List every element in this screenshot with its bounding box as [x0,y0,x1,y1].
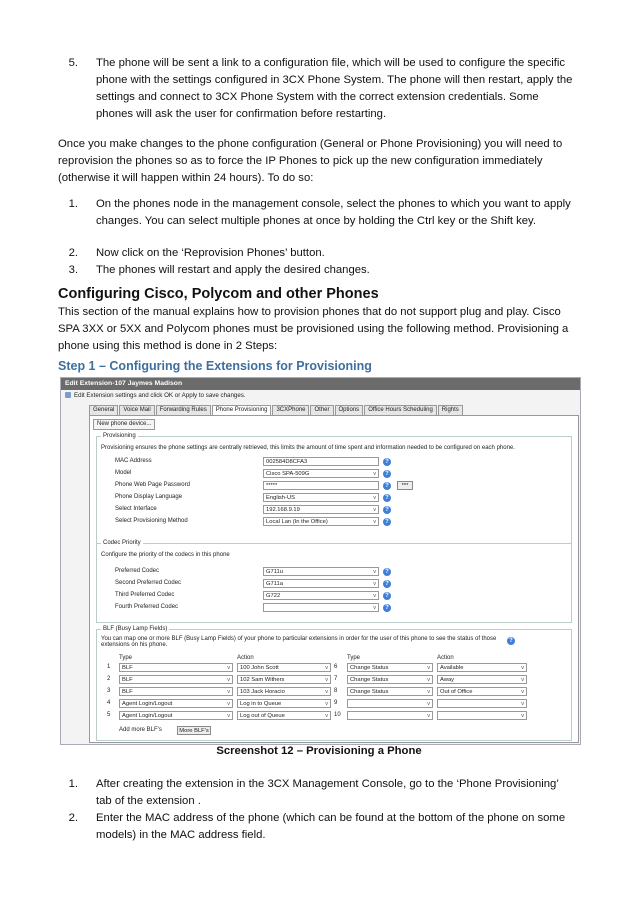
list-number: 2. [68,247,78,259]
row-number: 3 [107,688,111,694]
paragraph-intro: This section of the manual explains how to provision phones that do not support plug and play. Cisco SPA 3XX or 5XX and Polycom phones must be provisioned using the following method. Provisioning a phone using this method is done in 2 Steps: [58,306,569,352]
field-label: Fourth Preferred Codec [115,604,179,610]
tab-panel [89,415,579,743]
window-title: Edit Extension-107 Jaymes Madison [61,378,580,390]
field-label: Third Preferred Codec [115,592,175,598]
list-text: The phones will restart and apply the desired changes. [96,264,370,276]
help-icon[interactable]: ? [383,482,391,490]
tab-other[interactable]: Other [310,405,333,415]
field-label: Select Interface [115,506,157,512]
row-number: 2 [107,676,111,682]
blf-action-select[interactable]: 103 Jack Horacio v [237,687,331,696]
blf-action-select[interactable]: 100 John Scott v [237,663,331,672]
subtab-new-phone[interactable]: New phone device... [93,419,155,430]
provisioning-method-select[interactable]: Local Lan (In the Office) v [263,517,379,526]
list-number: 2. [68,812,78,824]
mac-address-input[interactable]: 002584D8CFA3 [263,457,379,466]
codec-priority-group [96,540,572,623]
list-number: 1. [68,198,78,210]
row-number: 5 [107,712,111,718]
tab-3cxphone[interactable]: 3CXPhone [272,405,309,415]
screenshot-caption: Screenshot 12 – Provisioning a Phone [216,745,422,757]
fourth-codec-select[interactable] [263,603,379,612]
list-text: The phone will be sent a link to a configuration file, which will be used to configure the specific phone with the settings configured in 3CX Phone System. The phone will then restart, apply the settings and connect to 3CX Phone System with the correct extension credentials. Some phones will ask the user for confirmation before restarting. [96,57,573,120]
blf-type-select[interactable] [347,711,433,720]
blf-action-select[interactable] [437,699,527,708]
blf-type-select[interactable]: BLF v [119,687,233,696]
help-icon[interactable]: ? [383,592,391,600]
blf-type-select[interactable]: Agent Login/Logout v [119,699,233,708]
row-number: 8 [334,688,338,694]
preferred-codec-select[interactable]: G711u v [263,567,379,576]
list-text: On the phones node in the management console, select the phones to which you want to apply changes. You can select multiple phones at once by holding the Ctrl key or the Shift key. [96,198,571,227]
field-label: Second Preferred Codec [115,580,182,586]
blf-type-select[interactable]: Change Status v [347,675,433,684]
tab-options[interactable]: Options [335,405,364,415]
blf-type-select[interactable]: BLF v [119,675,233,684]
add-more-label: Add more BLF's [119,727,162,733]
web-password-input[interactable]: ***** [263,481,379,490]
list-number: 1. [68,778,78,790]
blf-type-select[interactable]: Change Status v [347,687,433,696]
model-select[interactable]: Cisco SPA-509G v [263,469,379,478]
group-description: Provisioning ensures the phone settings are centrally retrieved, this limits the amount of time spent and information needed to be configured on each phone. [101,445,515,451]
blf-action-select[interactable]: 102 Sam Withers v [237,675,331,684]
subtitle-text: Edit Extension settings and click OK or Apply to save changes. [74,392,246,399]
field-label: Preferred Codec [115,568,160,574]
list-text: After creating the extension in the 3CX Management Console, go to the ‘Phone Provisioning’ tab of the extension . [96,778,559,807]
blf-action-select[interactable]: Available v [437,663,527,672]
interface-select[interactable]: 192.168.9.19 v [263,505,379,514]
blf-type-select[interactable]: BLF v [119,663,233,672]
info-icon [65,392,71,398]
help-icon[interactable]: ? [383,568,391,576]
blf-action-select[interactable] [437,711,527,720]
help-icon[interactable]: ? [383,470,391,478]
blf-action-select[interactable]: Log in to Queue v [237,699,331,708]
group-title: Provisioning [103,433,136,439]
tab-phone-provisioning[interactable]: Phone Provisioning [212,405,272,415]
tab-rights[interactable]: Rights [438,405,463,415]
help-icon[interactable]: ? [383,458,391,466]
help-icon[interactable]: ? [383,518,391,526]
group-description: Configure the priority of the codecs in this phone [101,552,230,558]
row-number: 9 [334,700,338,706]
field-label: Select Provisioning Method [115,518,188,524]
second-codec-select[interactable]: G711a v [263,579,379,588]
field-label: Model [115,470,132,476]
third-codec-select[interactable]: G722 v [263,591,379,600]
help-icon[interactable]: ? [383,506,391,514]
section-heading: Configuring Cisco, Polycom and other Phones [58,286,379,302]
tab-bar [89,405,464,415]
display-language-select[interactable]: English-US v [263,493,379,502]
list-text: Enter the MAC address of the phone (which can be found at the bottom of the phone on some models) in the MAC address field. [96,812,566,841]
row-number: 10 [334,712,341,718]
group-title: Codec Priority [103,540,141,546]
list-number: 5. [68,57,78,69]
help-icon[interactable]: ? [383,604,391,612]
screenshot-edit-extension [60,377,581,745]
column-header: Action [237,655,254,661]
blf-type-select[interactable] [347,699,433,708]
more-blfs-button[interactable]: More BLF's [177,726,211,735]
help-icon[interactable]: ? [383,580,391,588]
blf-type-select[interactable]: Change Status v [347,663,433,672]
group-description: You can map one or more BLF (Busy Lamp Fields) of your phone to particular extensions in order for the user of this phone to see the status of those extensions on his phone. [101,636,497,648]
paragraph-reprovision: Once you make changes to the phone configuration (General or Phone Provisioning) you will need to reprovision the phones so as to force the IP Phones to pick up the new configuration immediately (otherwise it will happen within 24 hours). To do so: [58,138,563,184]
field-label: MAC Address [115,458,152,464]
list-text: Now click on the ‘Reprovision Phones’ button. [96,247,325,259]
column-header: Action [437,655,454,661]
help-icon[interactable]: ? [383,494,391,502]
blf-action-select[interactable]: Away v [437,675,527,684]
group-title: BLF (Busy Lamp Fields) [103,626,168,632]
column-header: Type [347,655,361,661]
tab-forwarding-rules[interactable]: Forwarding Rules [156,405,211,415]
tab-office-hours[interactable]: Office Hours Scheduling [364,405,437,415]
column-header: Type [119,655,133,661]
row-number: 6 [334,664,338,670]
help-icon[interactable]: ? [507,637,515,645]
blf-group [96,626,572,741]
window-subtitle [65,392,246,399]
row-number: 4 [107,700,111,706]
blf-action-select[interactable]: Log out of Queue v [237,711,331,720]
blf-action-select[interactable]: Out of Office v [437,687,527,696]
tab-general[interactable]: General [89,405,118,415]
list-number: 3. [68,264,78,276]
field-label: Phone Display Language [115,494,183,500]
blf-type-select[interactable]: Agent Login/Logout v [119,711,233,720]
tab-voice-mail[interactable]: Voice Mail [119,405,154,415]
step-heading: Step 1 – Configuring the Extensions for Provisioning [58,359,372,373]
row-number: 7 [334,676,338,682]
field-label: Phone Web Page Password [115,482,190,488]
show-password-button[interactable]: *** [397,481,413,490]
row-number: 1 [107,664,111,670]
